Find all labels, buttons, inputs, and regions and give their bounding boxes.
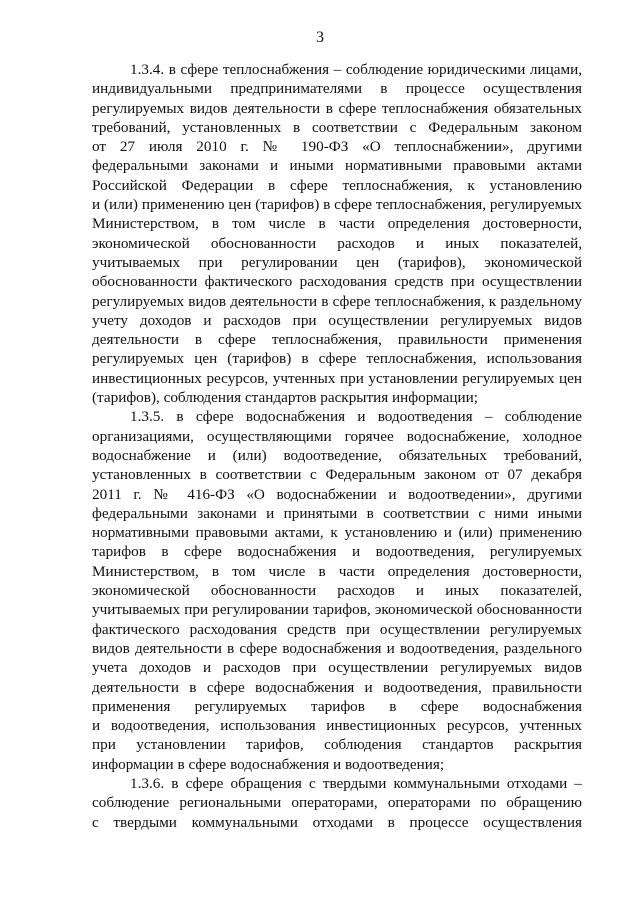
text-line: 2011 г. № 416-ФЗ «О водоснабжении и водоотведении», другими — [92, 485, 582, 503]
text-line: Российской Федерации в сфере теплоснабжения, к установлению — [92, 176, 582, 194]
text-line: требований, установленных в соответствии с Федеральным законом — [92, 118, 582, 136]
text-line: федеральными законами и принятыми в соответствии с ними иными — [92, 504, 582, 522]
text-line: организациями, осуществляющими горячее водоснабжение, холодное — [92, 427, 582, 445]
text-line: фактического расходования средств при осуществлении регулируемых — [92, 620, 582, 638]
text-line: индивидуальными предпринимателями в процессе осуществления — [92, 80, 582, 98]
text-line: 1.3.6. в сфере обращения с твердыми коммунальными отходами – — [130, 774, 582, 792]
document-body — [92, 60, 582, 832]
text-line: регулируемых цен (тарифов) в сфере теплоснабжения, использования — [92, 350, 582, 368]
text-line: видов деятельности в сфере водоснабжения и водоотведения, раздельного — [92, 639, 582, 657]
text-line: применения регулируемых тарифов в сфере водоснабжения — [92, 697, 582, 715]
text-line: деятельности в сфере водоснабжения и водоотведения, правильности — [92, 678, 582, 696]
text-line: соблюдение региональными операторами, операторами по обращению — [92, 794, 582, 812]
text-line: (тарифов), соблюдения стандартов раскрытия информации; — [92, 389, 478, 407]
text-line: регулируемых видов деятельности в сфере теплоснабжения, к раздельному — [92, 292, 582, 310]
text-line: 1.3.5. в сфере водоснабжения и водоотведения – соблюдение — [130, 408, 582, 426]
text-line: обоснованности фактического расходования средств при осуществлении — [92, 273, 582, 291]
text-line: учитываемых при регулировании тарифов, экономической обоснованности — [92, 601, 582, 619]
text-line: деятельности в сфере теплоснабжения, правильности применения — [92, 331, 582, 349]
text-line: и водоотведения, использования инвестиционных ресурсов, учтенных — [92, 717, 582, 735]
text-line: и (или) применению цен (тарифов) в сфере теплоснабжения, регулируемых — [92, 196, 582, 214]
text-line: инвестиционных ресурсов, учтенных при установлении регулируемых цен — [92, 369, 582, 387]
text-line: экономической обоснованности расходов и иных показателей, — [92, 582, 582, 600]
text-line: Министерством, в том числе в части определения достоверности, — [92, 562, 582, 580]
text-line: от 27 июля 2010 г. № 190-ФЗ «О теплоснабжении», другими — [92, 138, 582, 156]
text-line: экономической обоснованности расходов и иных показателей, — [92, 234, 582, 252]
text-line: установленных в соответствии с Федеральным законом от 07 декабря — [92, 466, 582, 484]
text-line: федеральными законами и иными нормативными правовыми актами — [92, 157, 582, 175]
text-line: с твердыми коммунальными отходами в процессе осуществления — [92, 813, 582, 831]
text-line: регулируемых видов деятельности в сфере теплоснабжения обязательных — [92, 99, 582, 117]
text-line: водоснабжение и (или) водоотведение, обязательных требований, — [92, 446, 582, 464]
text-line: учета доходов и расходов при осуществлении регулируемых видов — [92, 659, 582, 677]
text-line: тарифов в сфере водоснабжения и водоотведения, регулируемых — [92, 543, 582, 561]
paragraph — [92, 60, 582, 407]
paragraph — [92, 407, 582, 774]
text-line: 1.3.4. в сфере теплоснабжения – соблюдение юридическими лицами, — [130, 61, 582, 78]
text-line: учитываемых при регулировании цен (тарифов), экономической — [92, 253, 582, 271]
text-line: нормативными правовыми актами, к установлению и (или) применению — [92, 524, 582, 542]
text-line: учету доходов и расходов при осуществлении регулируемых видов — [92, 311, 582, 329]
page-number: 3 — [316, 29, 324, 46]
text-line: информации в сфере водоснабжения и водоотведения; — [92, 755, 445, 773]
text-line: Министерством, в том числе в части определения достоверности, — [92, 215, 582, 233]
text-line: при установлении тарифов, соблюдения стандартов раскрытия — [92, 736, 582, 754]
paragraph — [92, 774, 582, 832]
